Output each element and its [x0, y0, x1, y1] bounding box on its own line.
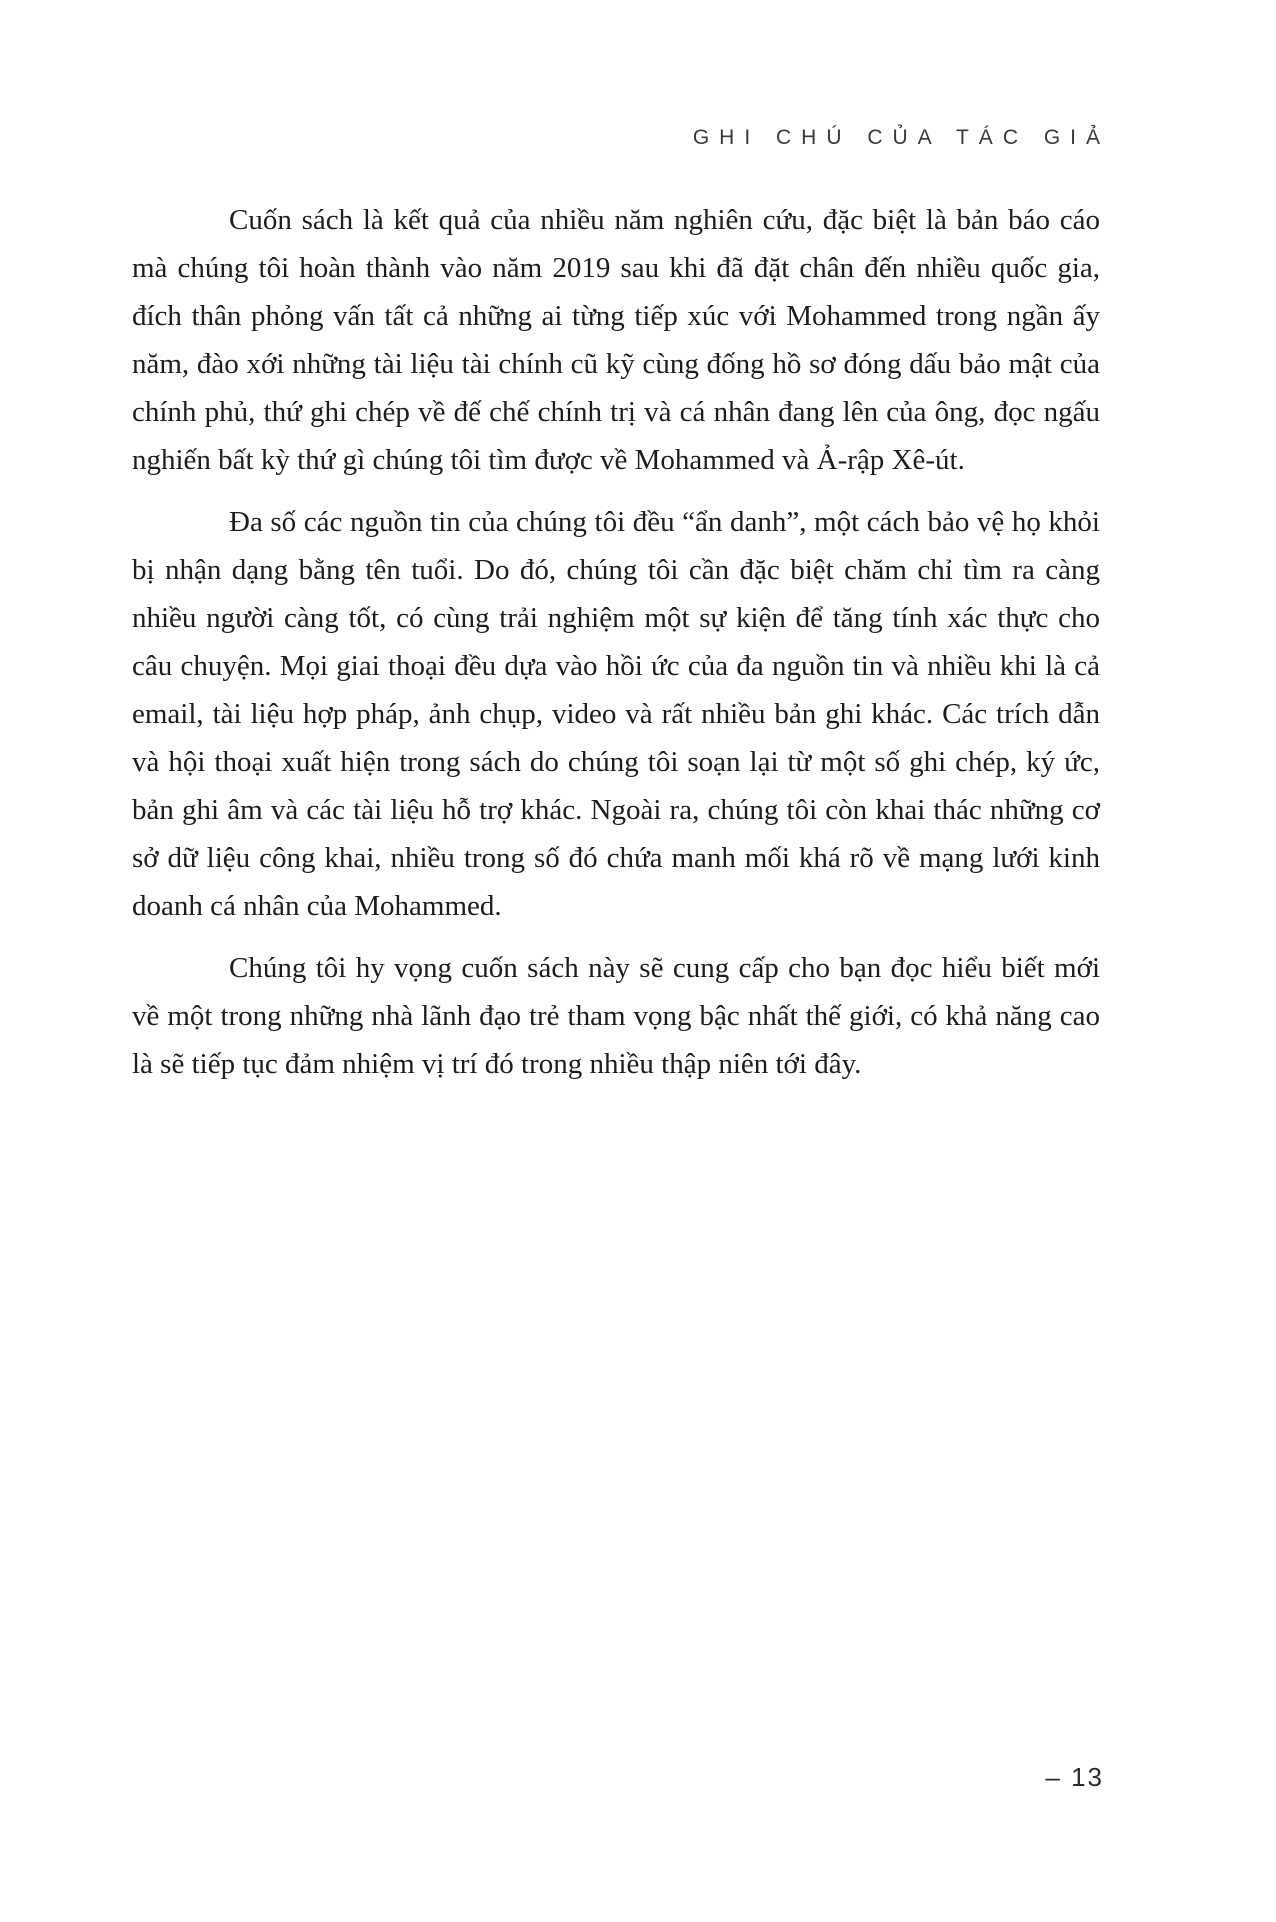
- paragraph-3: Chúng tôi hy vọng cuốn sách này sẽ cung cấp cho bạn đọc hiểu biết mới về một trong những nhà lãnh đạo trẻ tham vọng bậc nhất thế giới, có khả năng cao là sẽ tiếp tục đảm nhiệm vị trí đó trong nhiều thập niên tới đây.: [132, 952, 1100, 1080]
- page-body: [132, 196, 1100, 1102]
- paragraph-1: Cuốn sách là kết quả của nhiều năm nghiên cứu, đặc biệt là bản báo cáo mà chúng tôi hoàn thành vào năm 2019 sau khi đã đặt chân đến nhiều quốc gia, đích thân phỏng vấn tất cả những ai từng tiếp xúc với Mohammed trong ngần ấy năm, đào xới những tài liệu tài chính cũ kỹ cùng đống hồ sơ đóng dấu bảo mật của chính phủ, thứ ghi chép về đế chế chính trị và cá nhân đang lên của ông, đọc ngấu nghiến bất kỳ thứ gì chúng tôi tìm được về Mohammed và Ả-rập Xê-út.: [132, 204, 1100, 476]
- page-number: – 13: [1045, 1762, 1104, 1792]
- paragraph-2: Đa số các nguồn tin của chúng tôi đều “ẩn danh”, một cách bảo vệ họ khỏi bị nhận dạng bằng tên tuổi. Do đó, chúng tôi cần đặc biệt chăm chỉ tìm ra càng nhiều người càng tốt, có cùng trải nghiệm một sự kiện để tăng tính xác thực cho câu chuyện. Mọi giai thoại đều dựa vào hồi ức của đa nguồn tin và nhiều khi là cả email, tài liệu hợp pháp, ảnh chụp, video và rất nhiều bản ghi khác. Các trích dẫn và hội thoại xuất hiện trong sách do chúng tôi soạn lại từ một số ghi chép, ký ức, bản ghi âm và các tài liệu hỗ trợ khác. Ngoài ra, chúng tôi còn khai thác những cơ sở dữ liệu công khai, nhiều trong số đó chứa manh mối khá rõ về mạng lưới kinh doanh cá nhân của Mohammed.: [132, 506, 1100, 922]
- running-header: GHI CHÚ CỦA TÁC GIẢ: [692, 126, 1110, 149]
